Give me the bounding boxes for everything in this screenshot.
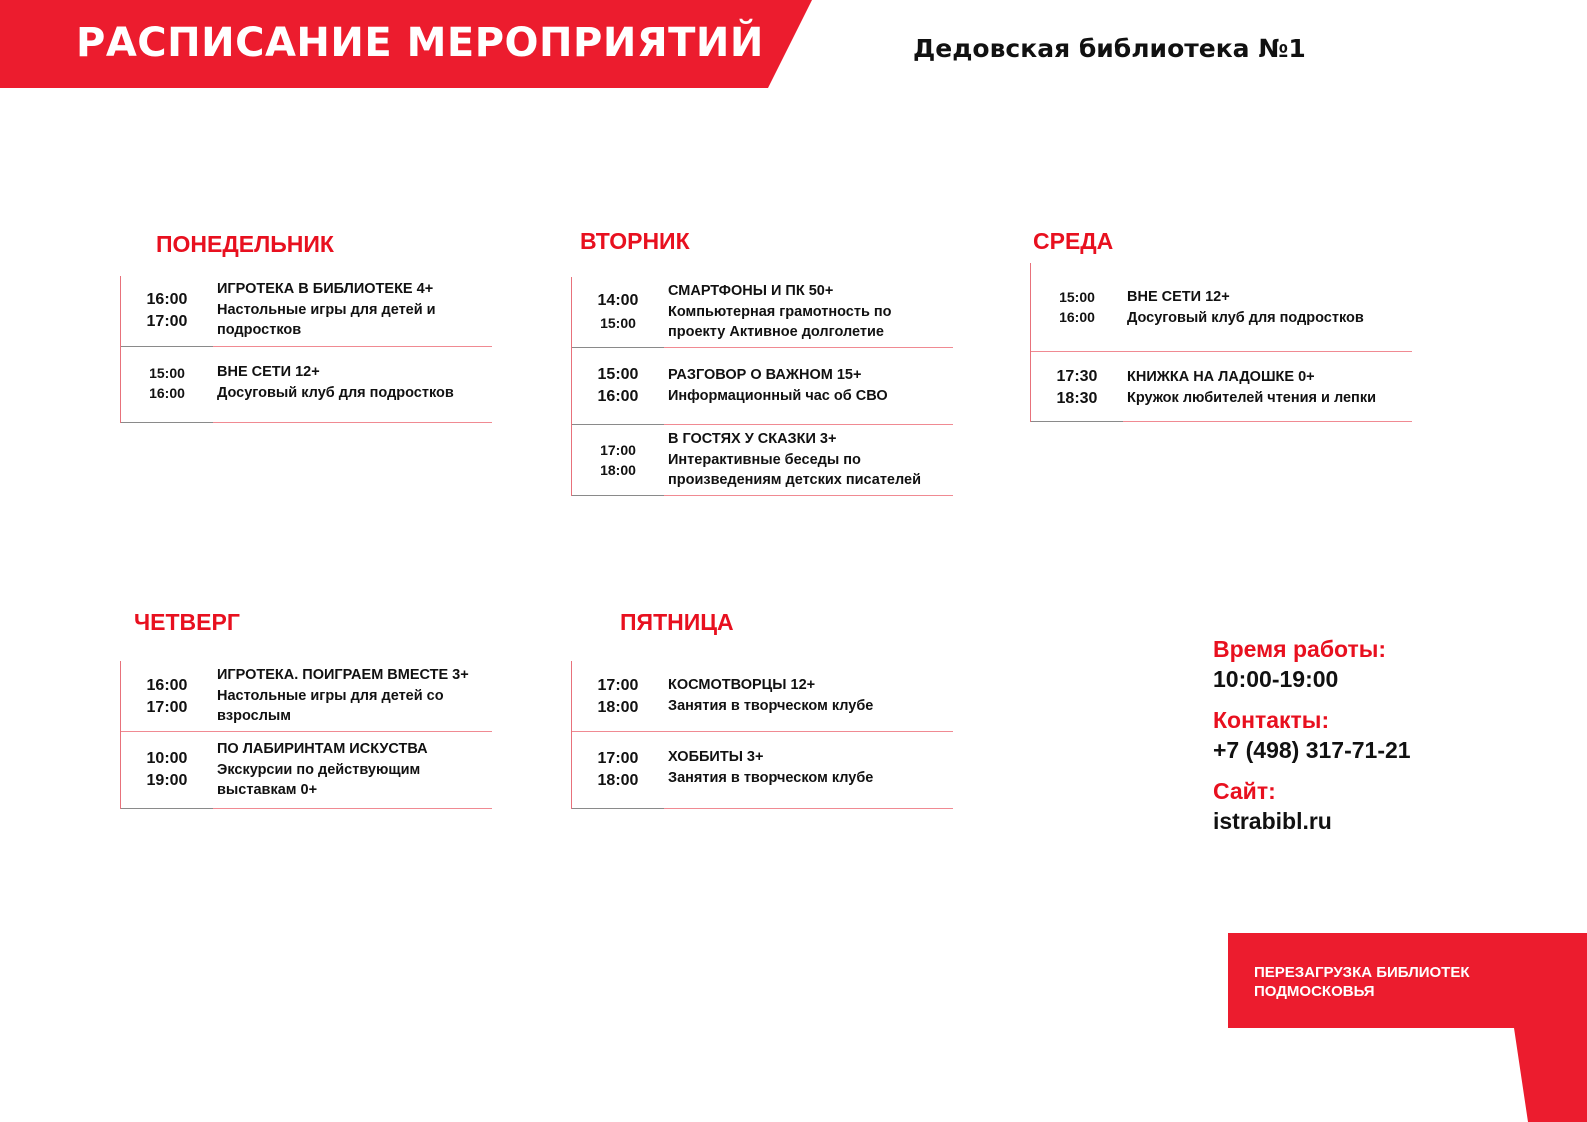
event-info [668, 747, 947, 788]
event-item [1031, 263, 1412, 352]
event-description: Кружок любителей чтения и лепки [1127, 389, 1376, 406]
event-title: ВНЕ СЕТИ 12+ [1127, 289, 1230, 305]
site-link[interactable]: istrabibl.ru [1213, 808, 1332, 834]
event-time: 15:00 16:00 [597, 366, 639, 405]
event-description: Интерактивные беседы по произведениям детских писателей [668, 451, 921, 488]
event-list [571, 277, 953, 496]
hours-value: 10:00-19:00 [1213, 666, 1339, 692]
event-title: ВНЕ СЕТИ 12+ [217, 364, 320, 380]
day-title: ВТОРНИК [580, 228, 690, 254]
event-time: 17:00 18:00 [597, 750, 639, 789]
event-info [217, 739, 486, 801]
event-time: 16:00 17:00 [146, 677, 188, 716]
event-description: Настольные игры для детей со взрослым [217, 687, 444, 724]
event-description: Компьютерная грамотность по проекту Активное долголетие [668, 303, 892, 340]
event-description: Досуговый клуб для подростков [1127, 309, 1364, 326]
event-title: СМАРТФОНЫ И ПК 50+ [668, 283, 834, 299]
event-list [120, 276, 492, 423]
event-item [572, 661, 953, 732]
event-title: В ГОСТЯХ У СКАЗКИ 3+ [668, 431, 837, 447]
event-description: Досуговый клуб для подростков [217, 384, 454, 401]
event-time: 15:00 16:00 [1059, 289, 1095, 325]
event-item [572, 425, 953, 496]
event-title: ИГРОТЕКА. ПОИГРАЕМ ВМЕСТЕ 3+ [217, 667, 469, 683]
footer-banner [1228, 933, 1587, 1122]
day-title: ЧЕТВЕРГ [134, 609, 240, 635]
event-info [668, 281, 947, 343]
event-list [1030, 263, 1412, 422]
event-title: ПО ЛАБИРИНТАМ ИСКУСТВА [217, 741, 428, 757]
event-info [217, 665, 486, 727]
event-item [121, 732, 492, 809]
day-title: ПЯТНИЦА [620, 609, 734, 635]
event-info [1127, 287, 1406, 328]
day-title: ПОНЕДЕЛЬНИК [156, 231, 334, 257]
event-item [572, 348, 953, 425]
event-time: 17:00 18:00 [597, 677, 639, 716]
event-info [668, 429, 947, 491]
event-description: Настольные игры для детей и подростков [217, 301, 436, 338]
event-title: ИГРОТЕКА В БИБЛИОТЕКЕ 4+ [217, 281, 434, 297]
event-time: 14:00 15:00 [597, 292, 639, 331]
event-description: Информационный час об СВО [668, 387, 888, 404]
event-item [1031, 352, 1412, 422]
event-description: Занятия в творческом клубе [668, 697, 874, 714]
event-list [120, 661, 492, 809]
library-name: Дедовская библиотека №1 [913, 34, 1306, 63]
contacts-label: Контакты: [1213, 707, 1330, 733]
event-info [217, 362, 486, 403]
site-label: Сайт: [1213, 778, 1276, 804]
hours-label: Время работы: [1213, 636, 1387, 662]
event-time: 10:00 19:00 [146, 750, 188, 789]
event-description: Экскурсии по действующим выставкам 0+ [217, 761, 421, 798]
event-title: КНИЖКА НА ЛАДОШКЕ 0+ [1127, 369, 1315, 385]
footer-shape [1228, 933, 1587, 1122]
footer-text: ПЕРЕЗАГРУЗКА БИБЛИОТЕК ПОДМОСКОВЬЯ [1254, 964, 1470, 1000]
event-item [121, 276, 492, 347]
event-info [1127, 367, 1406, 408]
event-time: 17:00 18:00 [600, 442, 636, 478]
event-info [668, 365, 947, 406]
contacts-block [1213, 634, 1411, 847]
event-item [121, 661, 492, 732]
event-title: КОСМОТВОРЦЫ 12+ [668, 677, 816, 693]
event-time: 15:00 16:00 [149, 365, 185, 401]
page-title: РАСПИСАНИЕ МЕРОПРИЯТИЙ [76, 20, 764, 66]
day-title: СРЕДА [1033, 228, 1114, 254]
event-time: 16:00 17:00 [146, 291, 188, 330]
phone-number[interactable]: +7 (498) 317-71-21 [1213, 737, 1411, 763]
event-time: 17:30 18:30 [1056, 368, 1098, 407]
event-item [572, 277, 953, 348]
event-item [121, 347, 492, 423]
event-list [571, 661, 953, 809]
event-info [668, 675, 947, 716]
event-title: РАЗГОВОР О ВАЖНОМ 15+ [668, 367, 862, 383]
header-banner [0, 0, 812, 88]
event-item [572, 732, 953, 809]
event-info [217, 279, 486, 341]
event-description: Занятия в творческом клубе [668, 769, 874, 786]
event-title: ХОББИТЫ 3+ [668, 749, 764, 765]
